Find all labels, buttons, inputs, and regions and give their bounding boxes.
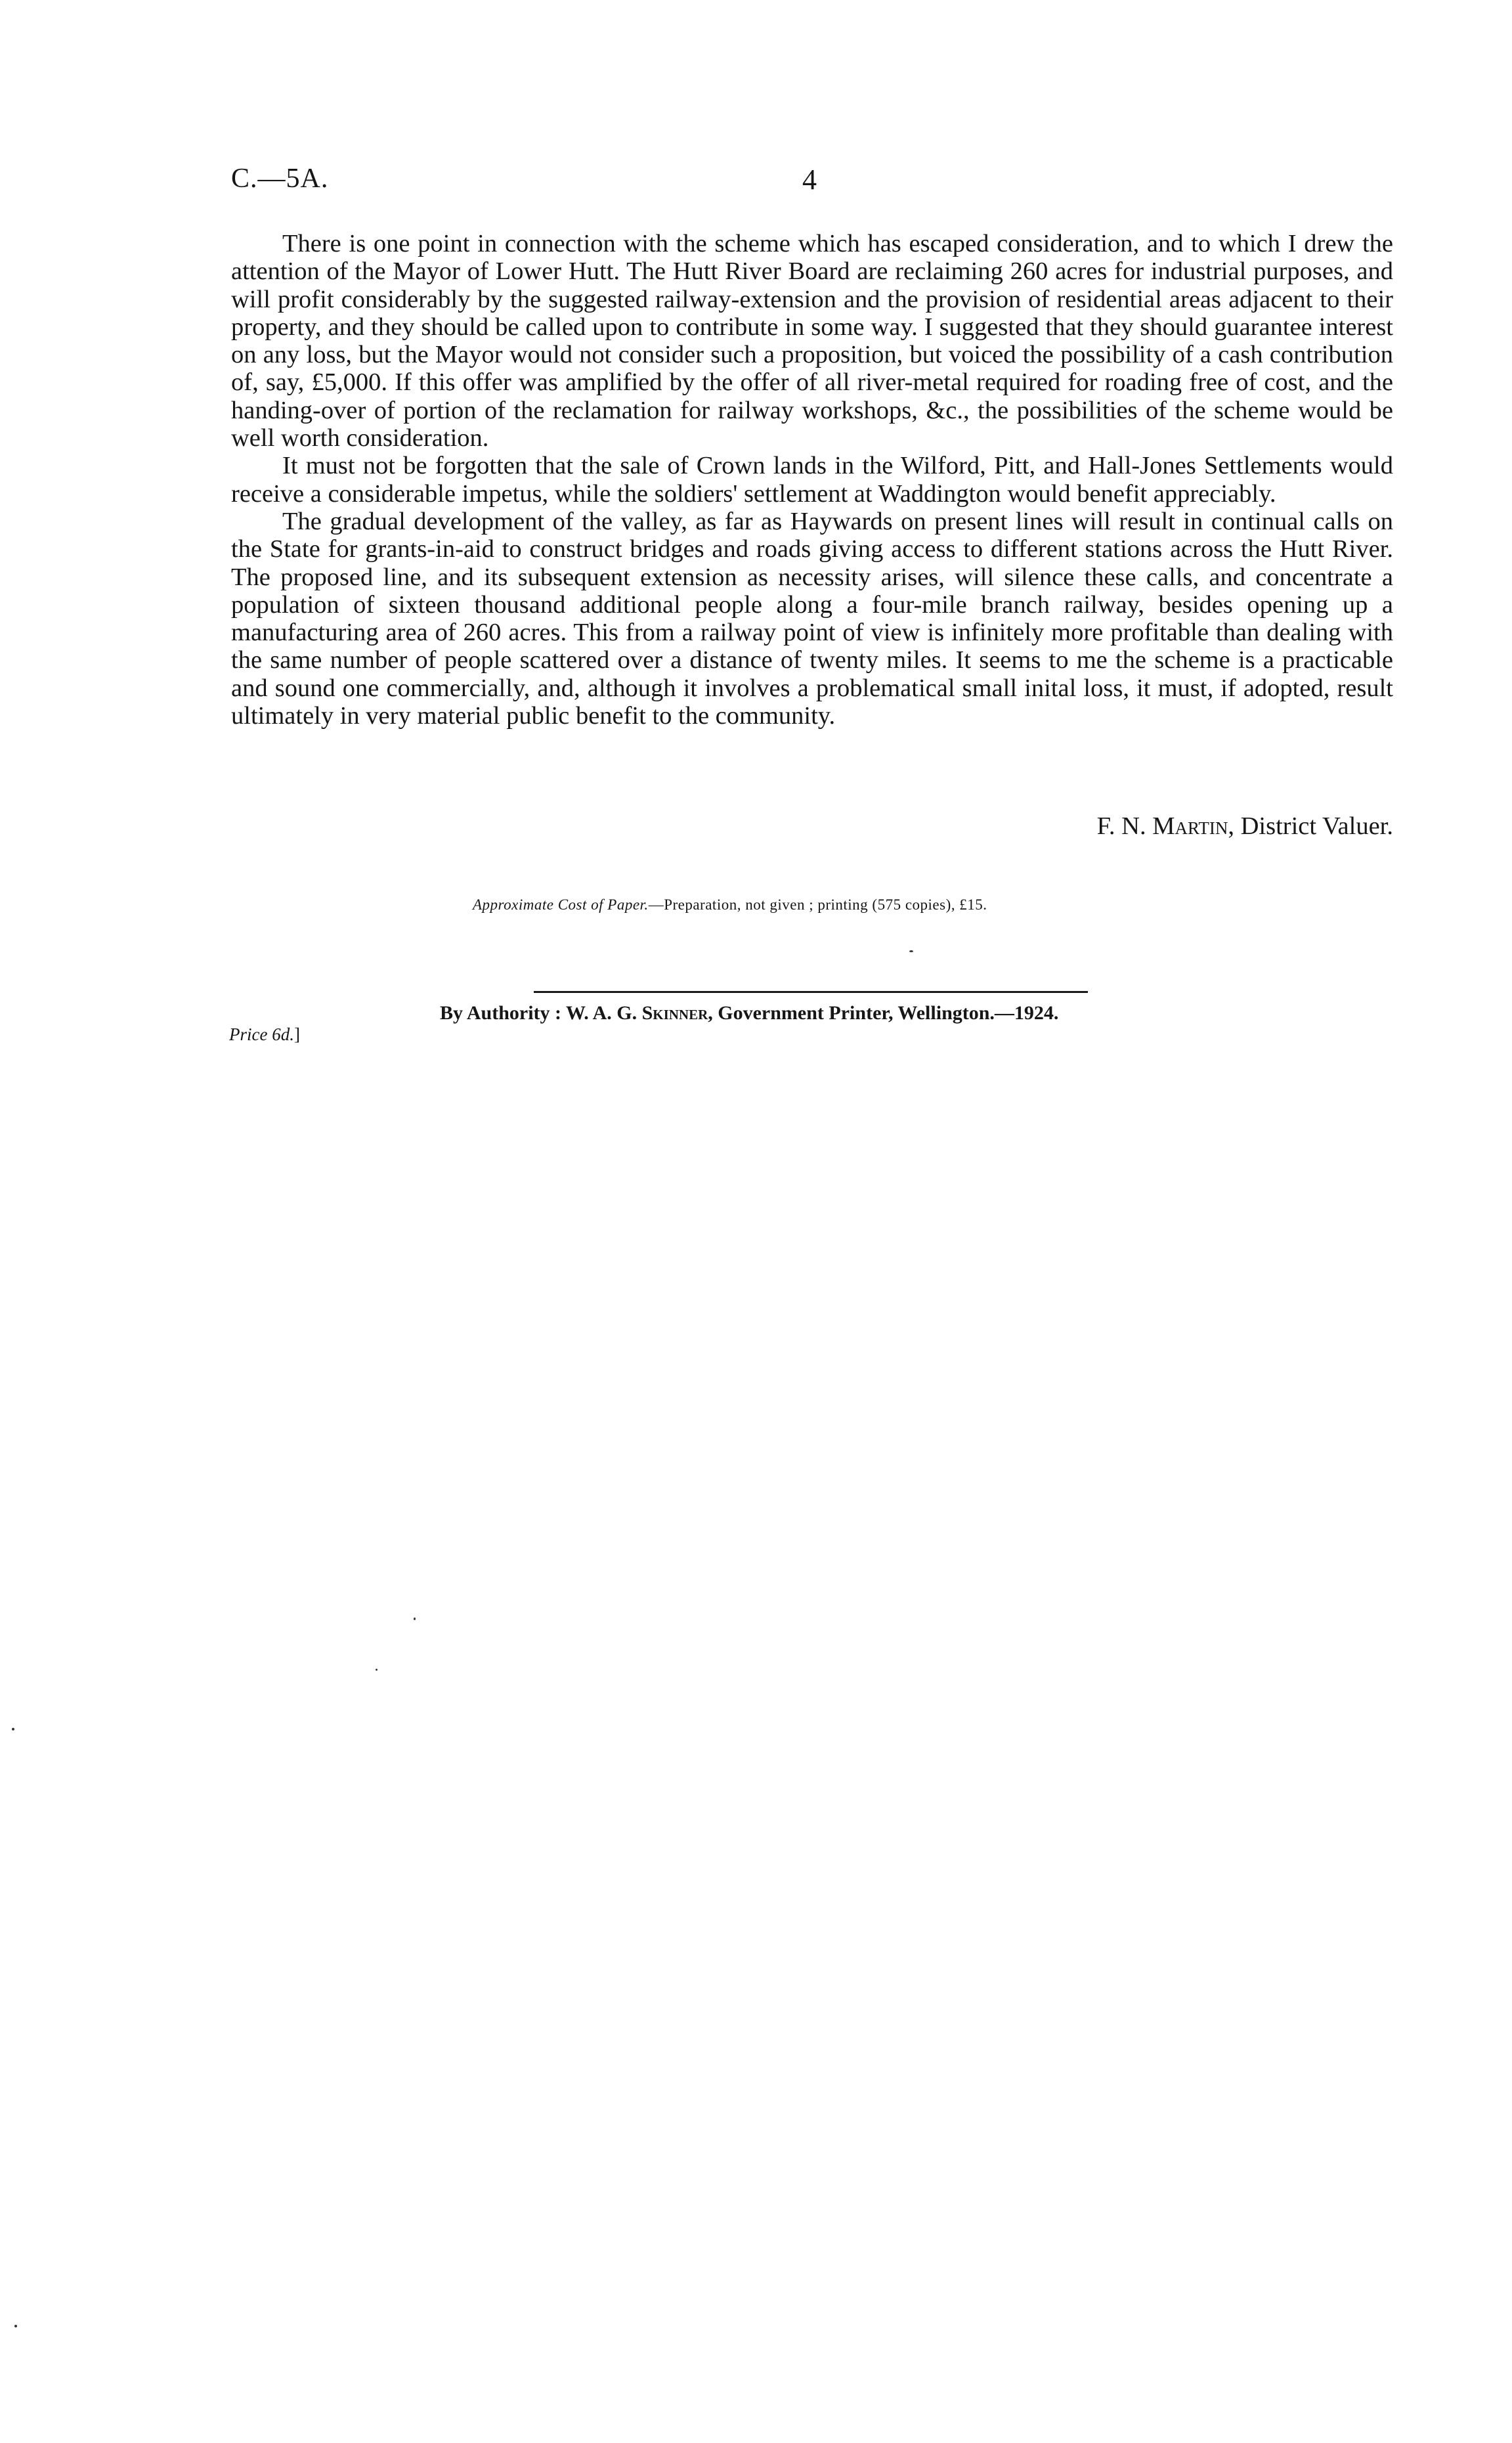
paragraph-2: It must not be forgotten that the sale of Crown lands in the Wilford, Pitt, and Hall-Jones Settlements would receive a considerable impetus, while the soldiers' settlement at Waddington would benefit appreciably. bbox=[231, 452, 1393, 508]
scan-speck bbox=[12, 1728, 14, 1730]
paragraph-1: There is one point in connection with the scheme which has escaped consideration, and to which I drew the attention of the Mayor of Lower Hutt. The Hutt River Board are reclaiming 260 acres for industrial purposes, and will profit considerably by the suggested railway-extension and the provision of residential areas adjacent to their property, and they should be called upon to contribute in some way. I suggested that they should guarantee interest on any loss, but the Mayor would not consider such a proposition, but voiced the possibility of a cash contribution of, say, £5,000. If this offer was amplified by the offer of all river-metal required for roading free of cost, and the handing-over of portion of the reclamation for railway workshops, &c., the possibilities of the scheme would be well worth consideration. bbox=[231, 230, 1393, 452]
cost-note-text: —Preparation, not given ; printing (575 copies), £15. bbox=[648, 896, 987, 913]
price-label: Price bbox=[229, 1024, 268, 1044]
price-line bbox=[229, 1024, 300, 1045]
printer-name: Skinner, bbox=[641, 1002, 713, 1024]
printer-rest: Government Printer, Wellington.—1924. bbox=[718, 1002, 1059, 1024]
authority-label: By Authority : bbox=[440, 1002, 562, 1024]
body-text bbox=[231, 230, 1393, 730]
printer-initials: W. A. G. bbox=[565, 1002, 637, 1024]
scan-speck bbox=[14, 2325, 17, 2327]
signature-initials: F. N. bbox=[1096, 812, 1146, 840]
price-value: 6d. bbox=[272, 1024, 294, 1044]
cost-note-label: Approximate Cost of Paper. bbox=[473, 896, 649, 913]
cost-note bbox=[473, 896, 987, 913]
price-bracket: ] bbox=[293, 1024, 300, 1044]
scan-speck bbox=[909, 950, 913, 952]
paragraph-3: The gradual development of the valley, as far as Haywards on present lines will result in continual calls on the State for grants-in-aid to construct bridges and roads giving access to different stations across the Hutt River. The proposed line, and its subsequent extension as necessity arises, will silence these calls, and concentrate a population of sixteen thousand additional people along a four-mile branch railway, besides opening up a manufacturing area of 260 acres. This from a railway point of view is infinitely more profitable than dealing with the same number of people scattered over a distance of twenty miles. It seems to me the scheme is a practicable and sound one commercially, and, although it involves a problematical small inital loss, it must, if adopted, result ultimately in very material public benefit to the community. bbox=[231, 507, 1393, 730]
imprint bbox=[440, 1002, 1058, 1024]
scan-speck bbox=[414, 1618, 416, 1620]
header-reference: C.—5A. bbox=[231, 164, 329, 194]
footer-rule bbox=[534, 991, 1088, 993]
signature bbox=[1097, 812, 1393, 841]
signature-title: District Valuer. bbox=[1240, 812, 1393, 840]
scan-speck bbox=[376, 1669, 378, 1671]
signature-surname: Martin, bbox=[1152, 812, 1234, 840]
page-number: 4 bbox=[802, 164, 817, 196]
